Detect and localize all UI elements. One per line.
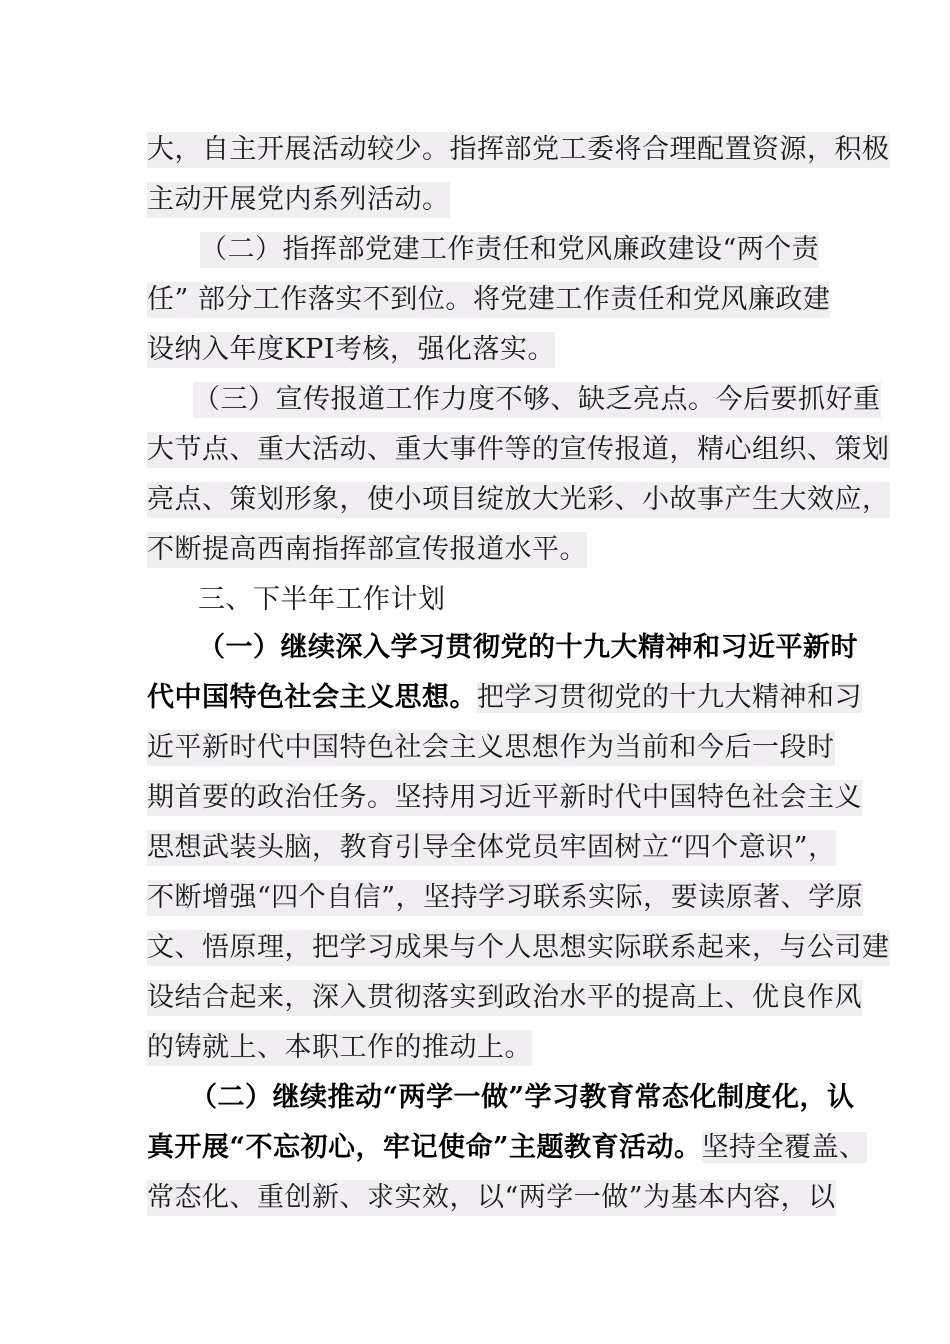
subheading-line: （一）继续深入学习贯彻党的十九大精神和习近平新时: [198, 632, 858, 663]
text-line: 常态化、重创新、求实效，以“两学一做”为基本内容，以: [147, 1180, 836, 1216]
text-line: 亮点、策划形象，使小项目绽放大光彩、小故事产生大效应，: [147, 482, 890, 518]
text-line: 近平新时代中国特色社会主义思想作为当前和今后一段时: [147, 730, 835, 766]
section-heading: 三、下半年工作计划: [198, 584, 446, 615]
text-line: 不断提高西南指挥部宣传报道水平。: [147, 532, 587, 568]
text-line: （二）指挥部党建工作责任和党风廉政建设“两个责: [200, 232, 819, 268]
body-text: 坚持全覆盖、: [701, 1132, 867, 1163]
text-line: 设结合起来，深入贯彻落实到政治水平的提高上、优良作风: [147, 980, 862, 1016]
text-line: 思想武装头脑，教育引导全体党员牢固树立“四个意识”，: [147, 830, 836, 866]
text-line: 主动开展党内系列活动。: [147, 182, 450, 218]
text-line: 大节点、重大活动、重大事件等的宣传报道，精心组织、策划: [147, 432, 890, 468]
text-line: 设纳入年度KPI考核，强化落实。: [147, 332, 555, 368]
text-line: （三）宣传报道工作力度不够、缺乏亮点。今后要抓好重: [193, 382, 881, 418]
text-line: 大，自主开展活动较少。指挥部党工委将合理配置资源，积极: [147, 132, 890, 168]
text-line: 文、悟原理，把学习成果与个人思想实际联系起来，与公司建: [147, 930, 890, 966]
text-line: 任” 部分工作落实不到位。将党建工作责任和党风廉政建: [147, 282, 830, 318]
text-line: 期首要的政治任务。坚持用习近平新时代中国特色社会主义: [147, 780, 862, 816]
subheading-bold-text: 代中国特色社会主义思想。: [147, 682, 477, 713]
subheading-bold-text: 真开展“不忘初心，牢记使命”主题教育活动。: [147, 1132, 702, 1163]
body-text: 把学习贯彻党的十九大精神和习: [477, 682, 862, 713]
subheading-line: （二）继续推动“两学一做”学习教育常态化制度化，认: [190, 1082, 855, 1113]
text-line: 的铸就上、本职工作的推动上。: [147, 1030, 532, 1066]
text-line: [147, 1130, 867, 1166]
text-line: [147, 680, 862, 716]
text-line: 不断增强“四个自信”，坚持学习联系实际，要读原著、学原: [147, 880, 863, 916]
